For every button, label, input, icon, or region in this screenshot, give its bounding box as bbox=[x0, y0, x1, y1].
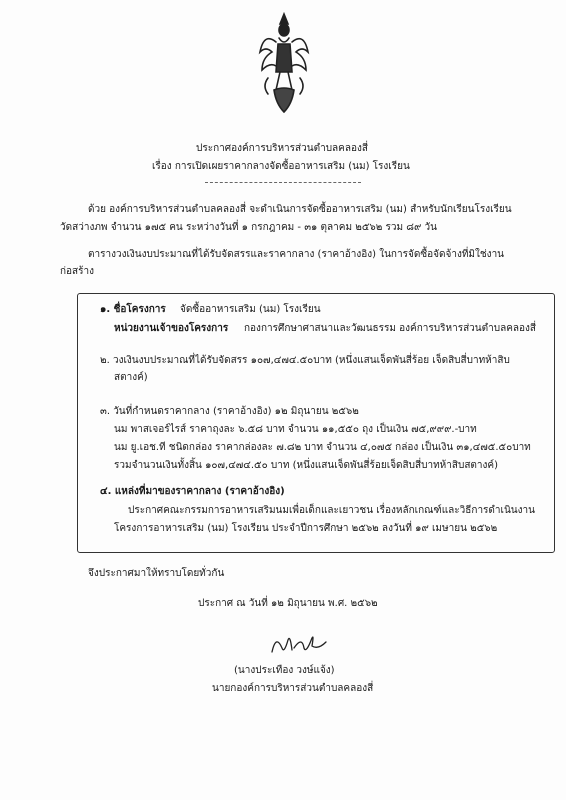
separator-line bbox=[205, 182, 361, 183]
item3-line-1: ๓. วันที่กำหนดราคากลาง (ราคาอ้างอิง) ๑๒ มิถุนายน ๒๕๖๒ bbox=[100, 406, 359, 417]
signer-title: นายกองค์การบริหารส่วนตำบลคลองสี่ bbox=[212, 683, 374, 694]
item1-agency-label: หน่วยงานเจ้าของโครงการ bbox=[114, 323, 229, 334]
item2-line-2: สตางค์) bbox=[114, 372, 148, 383]
intro-line-1: ด้วย องค์การบริหารส่วนตำบลคลองสี่ จะดำเนินการจัดซื้ออาหารเสริม (นม) สำหรับนักเรียนโรงเรียน bbox=[88, 204, 512, 215]
item4-line-1: ประกาศคณะกรรมการอาหารเสริมนมเพื่อเด็กและเยาวชน เรื่องหลักเกณฑ์และวิธีการดำเนินงาน bbox=[128, 505, 535, 516]
announcement-date: ประกาศ ณ วันที่ ๑๒ มิถุนายน พ.ศ. ๒๕๖๒ bbox=[198, 598, 378, 609]
item3-line-3: นม ยู.เอช.ที ชนิดกล่อง ราคากล่องละ ๗.๘๒ บาท จำนวน ๔,๐๗๕ กล่อง เป็นเงิน ๓๑,๔๗๕.๕๐บาท bbox=[114, 442, 531, 453]
table-intro-line-1: ตารางวงเงินงบประมาณที่ได้รับจัดสรรและราคากลาง (ราคาอ้างอิง) ในการจัดซื้อจัดจ้างที่มิใช่งาน bbox=[88, 249, 505, 260]
document-title: ประกาศองค์การบริหารส่วนตำบลคลองสี่ bbox=[196, 143, 368, 154]
item4-line-2: โครงการอาหารเสริม (นม) โรงเรียน ประจำปีการศึกษา ๒๕๖๒ ลงวันที่ ๑๙ เมษายน ๒๕๖๒ bbox=[114, 523, 498, 534]
document-subject: เรื่อง การเปิดเผยราคากลางจัดซื้ออาหารเสริม (นม) โรงเรียน bbox=[152, 161, 410, 172]
announcement: จึงประกาศมาให้ทราบโดยทั่วกัน bbox=[88, 568, 225, 579]
handwritten-signature bbox=[268, 630, 330, 658]
item3-line-4: รวมจำนวนเงินทั้งสิ้น ๑๐๗,๔๗๔.๕๐ บาท (หนึ่งแสนเจ็ดพันสี่ร้อยเจ็ดสิบสี่บาทห้าสิบสตางค์) bbox=[114, 460, 498, 471]
item2-line-1: ๒. วงเงินงบประมาณที่ได้รับจัดสรร ๑๐๗,๔๗๔.๕๐บาท (หนึ่งแสนเจ็ดพันสี่ร้อย เจ็ดสิบสี่บาทห้าสิบ bbox=[100, 355, 510, 366]
item1-value: จัดซื้ออาหารเสริม (นม) โรงเรียน bbox=[180, 304, 321, 315]
item1-label: ๑. ชื่อโครงการ bbox=[100, 304, 166, 315]
signer-name: (นางประเทือง วงษ์แจ้ง) bbox=[234, 665, 335, 676]
item4-label: ๔. แหล่งที่มาของราคากลาง (ราคาอ้างอิง) bbox=[100, 486, 285, 497]
item3-line-2: นม พาสเจอร์ไรส์ ราคาถุงละ ๖.๕๘ บาท จำนวน ๑๑,๕๕๐ ถุง เป็นเงิน ๗๕,๙๙๙.-บาท bbox=[114, 424, 477, 435]
item1-agency-value: กองการศึกษาศาสนาและวัฒนธรรม องค์การบริหารส่วนตำบลคลองสี่ bbox=[244, 323, 537, 334]
table-intro-line-2: ก่อสร้าง bbox=[60, 266, 95, 277]
intro-line-2: วัดสว่างภพ จำนวน ๑๗๕ คน ระหว่างวันที่ ๑ กรกฎาคม - ๓๑ ตุลาคม ๒๕๖๒ รวม ๘๙ วัน bbox=[60, 222, 437, 233]
garuda-emblem-icon bbox=[256, 12, 312, 120]
